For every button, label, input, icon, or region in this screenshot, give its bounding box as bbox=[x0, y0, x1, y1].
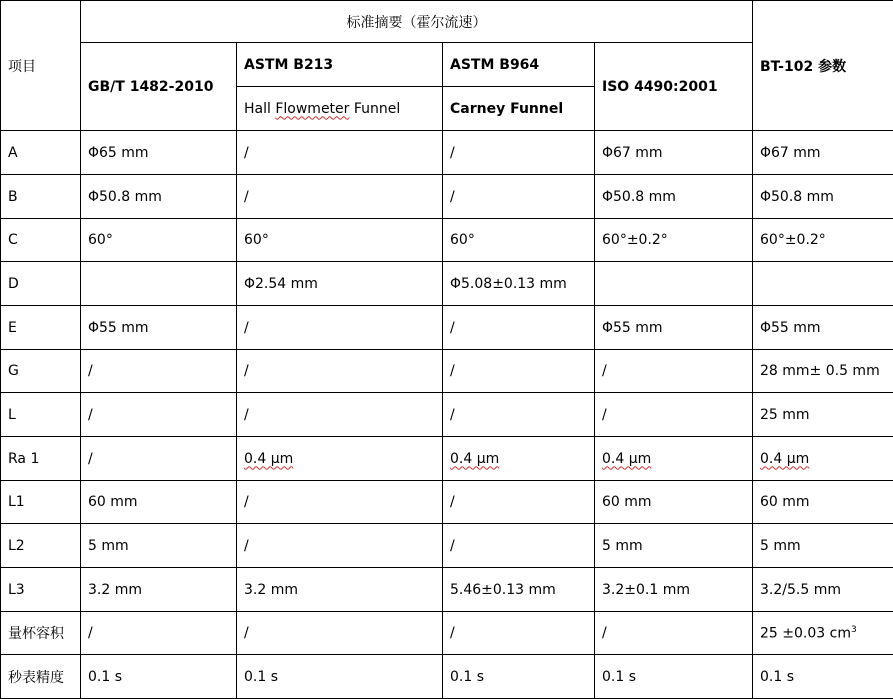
table-row bbox=[1, 568, 893, 612]
cell-iso: / bbox=[595, 393, 753, 437]
table-row bbox=[1, 655, 893, 699]
cell-iso: 0.1 s bbox=[595, 655, 753, 699]
cell-bt: 60°±0.2° bbox=[753, 219, 893, 262]
b213-roughness: 0.4 μm bbox=[244, 451, 293, 467]
cell-b964: 5.46±0.13 mm bbox=[443, 568, 595, 612]
cell-gbt: 60° bbox=[81, 219, 237, 262]
cell-bt bbox=[753, 612, 893, 655]
table-row bbox=[1, 437, 893, 481]
cell-iso: Φ50.8 mm bbox=[595, 175, 753, 219]
row-label: L bbox=[1, 393, 81, 437]
cell-gbt: / bbox=[81, 350, 237, 393]
header-iso: ISO 4490:2001 bbox=[595, 43, 753, 131]
cup-volume-value: 25 ±0.03 cm bbox=[760, 625, 851, 641]
cell-b213 bbox=[237, 437, 443, 481]
cell-b213: / bbox=[237, 524, 443, 568]
cell-iso: / bbox=[595, 350, 753, 393]
b213-sub-flowmeter: Flowmeter bbox=[275, 101, 349, 117]
table-row bbox=[1, 219, 893, 262]
cell-b964: / bbox=[443, 306, 595, 350]
cell-bt: 25 mm bbox=[753, 393, 893, 437]
row-label: E bbox=[1, 306, 81, 350]
cell-b213: Φ2.54 mm bbox=[237, 262, 443, 306]
cell-bt bbox=[753, 262, 893, 306]
cell-iso: / bbox=[595, 612, 753, 655]
row-label: Ra 1 bbox=[1, 437, 81, 481]
cell-gbt bbox=[81, 262, 237, 306]
row-label: 秒表精度 bbox=[1, 655, 81, 699]
cell-gbt: Φ55 mm bbox=[81, 306, 237, 350]
header-astm-b964-sub: Carney Funnel bbox=[443, 87, 595, 131]
cell-iso bbox=[595, 437, 753, 481]
row-label: B bbox=[1, 175, 81, 219]
iso-roughness: 0.4 μm bbox=[602, 451, 651, 467]
cell-b964: Φ5.08±0.13 mm bbox=[443, 262, 595, 306]
table-row bbox=[1, 131, 893, 175]
cell-gbt: 60 mm bbox=[81, 481, 237, 524]
row-label: L2 bbox=[1, 524, 81, 568]
cell-iso: Φ55 mm bbox=[595, 306, 753, 350]
cell-gbt: / bbox=[81, 393, 237, 437]
table-row bbox=[1, 524, 893, 568]
table-row bbox=[1, 350, 893, 393]
cell-bt: 3.2/5.5 mm bbox=[753, 568, 893, 612]
cell-b213: / bbox=[237, 131, 443, 175]
cell-b964: 0.1 s bbox=[443, 655, 595, 699]
cell-b213: / bbox=[237, 612, 443, 655]
cell-bt: 0.1 s bbox=[753, 655, 893, 699]
header-astm-b213: ASTM B213 bbox=[237, 43, 443, 87]
cell-gbt: Φ50.8 mm bbox=[81, 175, 237, 219]
table-row bbox=[1, 481, 893, 524]
cell-b964: / bbox=[443, 175, 595, 219]
row-label: D bbox=[1, 262, 81, 306]
cell-bt bbox=[753, 437, 893, 481]
cell-b964: / bbox=[443, 131, 595, 175]
cell-b964: 60° bbox=[443, 219, 595, 262]
table-row bbox=[1, 612, 893, 655]
header-summary-title: 标准摘要（霍尔流速） bbox=[81, 1, 753, 43]
cell-b964: / bbox=[443, 524, 595, 568]
cell-b213: 0.1 s bbox=[237, 655, 443, 699]
cell-b213: 60° bbox=[237, 219, 443, 262]
cell-b213: / bbox=[237, 175, 443, 219]
row-label: 量杯容积 bbox=[1, 612, 81, 655]
cell-iso bbox=[595, 262, 753, 306]
table-row bbox=[1, 262, 893, 306]
cell-iso: Φ67 mm bbox=[595, 131, 753, 175]
row-label: L1 bbox=[1, 481, 81, 524]
cell-gbt: 3.2 mm bbox=[81, 568, 237, 612]
cell-gbt: / bbox=[81, 437, 237, 481]
bt-roughness: 0.4 μm bbox=[760, 451, 809, 467]
b213-sub-suffix: Funnel bbox=[349, 101, 400, 117]
cell-bt: 60 mm bbox=[753, 481, 893, 524]
row-label: G bbox=[1, 350, 81, 393]
cell-b964 bbox=[443, 437, 595, 481]
b213-sub-prefix: Hall bbox=[244, 101, 275, 117]
cell-b213: / bbox=[237, 393, 443, 437]
cell-bt: Φ55 mm bbox=[753, 306, 893, 350]
cell-bt: 28 mm± 0.5 mm bbox=[753, 350, 893, 393]
header-gbt: GB/T 1482-2010 bbox=[81, 43, 237, 131]
cell-b213: / bbox=[237, 306, 443, 350]
cell-gbt: 5 mm bbox=[81, 524, 237, 568]
cell-b213: 3.2 mm bbox=[237, 568, 443, 612]
cell-gbt: Φ65 mm bbox=[81, 131, 237, 175]
cell-bt: Φ67 mm bbox=[753, 131, 893, 175]
cell-bt: 5 mm bbox=[753, 524, 893, 568]
cell-b964: / bbox=[443, 481, 595, 524]
cell-iso: 60 mm bbox=[595, 481, 753, 524]
row-label: A bbox=[1, 131, 81, 175]
cell-b964: / bbox=[443, 350, 595, 393]
row-label: L3 bbox=[1, 568, 81, 612]
header-astm-b213-sub bbox=[237, 87, 443, 131]
cell-b213: / bbox=[237, 350, 443, 393]
table-row bbox=[1, 306, 893, 350]
header-row-1 bbox=[1, 1, 893, 43]
cup-volume-unit-exponent: 3 bbox=[851, 625, 857, 635]
cell-iso: 3.2±0.1 mm bbox=[595, 568, 753, 612]
cell-b213: / bbox=[237, 481, 443, 524]
row-label: C bbox=[1, 219, 81, 262]
header-bt102: BT-102 参数 bbox=[753, 1, 893, 131]
cell-bt: Φ50.8 mm bbox=[753, 175, 893, 219]
table-row bbox=[1, 175, 893, 219]
header-astm-b964: ASTM B964 bbox=[443, 43, 595, 87]
cell-b964: / bbox=[443, 393, 595, 437]
cell-iso: 60°±0.2° bbox=[595, 219, 753, 262]
cell-gbt: 0.1 s bbox=[81, 655, 237, 699]
b964-roughness: 0.4 μm bbox=[450, 451, 499, 467]
table-row bbox=[1, 393, 893, 437]
cell-gbt: / bbox=[81, 612, 237, 655]
cell-iso: 5 mm bbox=[595, 524, 753, 568]
header-item-label: 项目 bbox=[1, 1, 81, 131]
cell-b964: / bbox=[443, 612, 595, 655]
